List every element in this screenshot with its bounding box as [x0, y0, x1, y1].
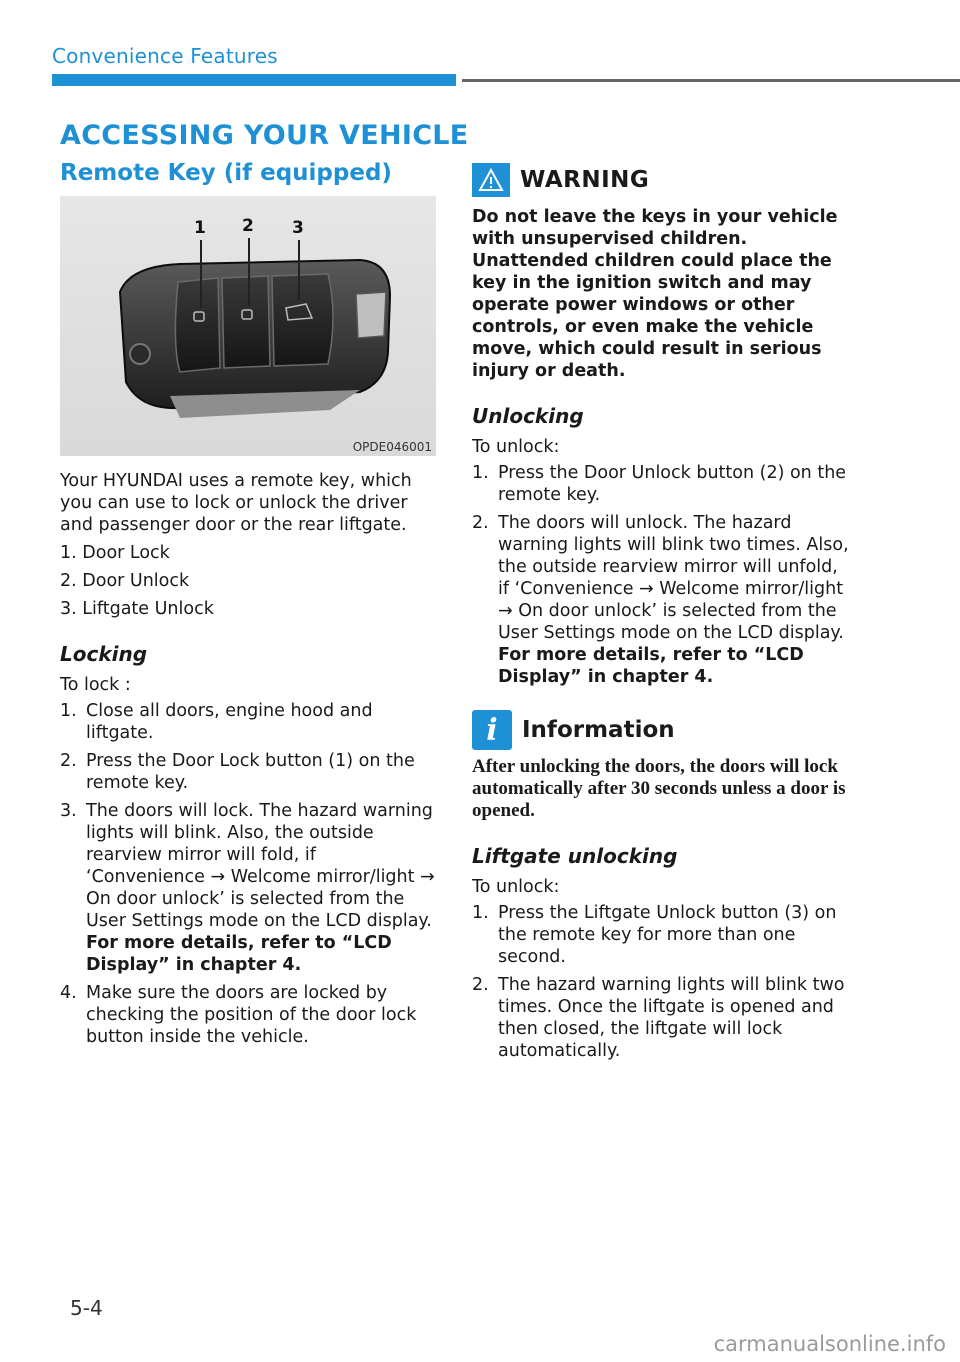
header-rule — [462, 79, 960, 82]
watermark: carmanualsonline.info — [713, 1332, 946, 1356]
figure-leader-3 — [298, 240, 300, 300]
information-header — [472, 710, 852, 750]
list-item: 4. Make sure the doors are locked by checking the position of the door lock button inside the vehicle. — [60, 983, 417, 1047]
unlocking-heading: Unlocking — [472, 404, 584, 428]
list-item: 2. The hazard warning lights will blink two times. Once the liftgate is opened and then closed, the liftgate will lock automatically. — [472, 975, 845, 1061]
list-item: 1. Press the Liftgate Unlock button (3) on the remote key for more than one second. — [472, 903, 837, 967]
button-item-door-lock: 1. Door Lock — [60, 543, 170, 563]
header-accent-bar — [52, 74, 456, 86]
section-title: ACCESSING YOUR VEHICLE — [60, 120, 469, 151]
figure-label-2: 2 — [242, 216, 254, 236]
figure-leader-2 — [248, 238, 250, 306]
information-title: Information — [522, 717, 675, 743]
figure-code: OPDE046001 — [352, 440, 432, 454]
locking-heading: Locking — [60, 642, 148, 666]
list-item: 1. Press the Door Unlock button (2) on the remote key. — [472, 463, 847, 505]
intro-paragraph: Your HYUNDAI uses a remote key, which you can use to lock or unlock the driver and passenger door or the rear liftgate. — [60, 471, 412, 535]
button-list — [60, 542, 438, 620]
cross-reference: For more details, refer to “LCD Display” in chapter 4. — [498, 645, 804, 687]
warning-text: Do not leave the keys in your vehicle with unsupervised children. Unattended children could place the key in the ignition switch and may operate power windows or other controls, or even make the vehicle move, which could result in serious injury or death. — [472, 207, 838, 381]
right-column — [472, 160, 852, 1068]
warning-triangle-icon — [472, 163, 510, 197]
information-icon: i — [472, 710, 512, 750]
list-item: 2. The doors will unlock. The hazard warning lights will blink two times. Also, the outside rearview mirror will unfold, if ‘Convenience → Welcome mirror/light → On door unlock’ is selected from the User Settings mode on the LCD display. For more details, refer to “LCD Display” in chapter 4. — [472, 513, 849, 687]
list-item: 1. Close all doors, engine hood and liftgate. — [60, 701, 373, 743]
list-item: 2. Press the Door Lock button (1) on the remote key. — [60, 751, 415, 793]
unlocking-lead: To unlock: — [472, 437, 560, 457]
warning-header — [472, 160, 852, 200]
left-column — [60, 196, 438, 1054]
subsection-title: Remote Key (if equipped) — [60, 160, 392, 186]
figure-label-3: 3 — [292, 218, 304, 238]
locking-lead: To lock : — [60, 675, 131, 695]
liftgate-steps — [472, 902, 852, 1062]
liftgate-heading: Liftgate unlocking — [472, 844, 678, 868]
button-item-door-unlock: 2. Door Unlock — [60, 571, 190, 591]
list-item: 3. The doors will lock. The hazard warning lights will blink. Also, the outside rearview mirror will fold, if ‘Convenience → Welcome mirror/light → On door unlock’ is selected from the User Settings mode on the LCD display. For more details, refer to “LCD Display” in chapter 4. — [60, 801, 435, 975]
warning-title: WARNING — [520, 167, 650, 193]
button-item-liftgate-unlock: 3. Liftgate Unlock — [60, 599, 214, 619]
figure-leader-1 — [200, 240, 202, 308]
page-number: 5-4 — [70, 1296, 103, 1320]
figure-label-1: 1 — [194, 218, 206, 238]
remote-key-figure — [60, 196, 436, 456]
unlocking-steps — [472, 462, 852, 688]
locking-steps — [60, 700, 438, 1048]
running-header: Convenience Features — [52, 44, 278, 68]
cross-reference: For more details, refer to “LCD Display” in chapter 4. — [86, 933, 392, 975]
liftgate-lead: To unlock: — [472, 877, 560, 897]
information-text: After unlocking the doors, the doors will lock automatically after 30 seconds unless a door is opened. — [472, 756, 846, 821]
